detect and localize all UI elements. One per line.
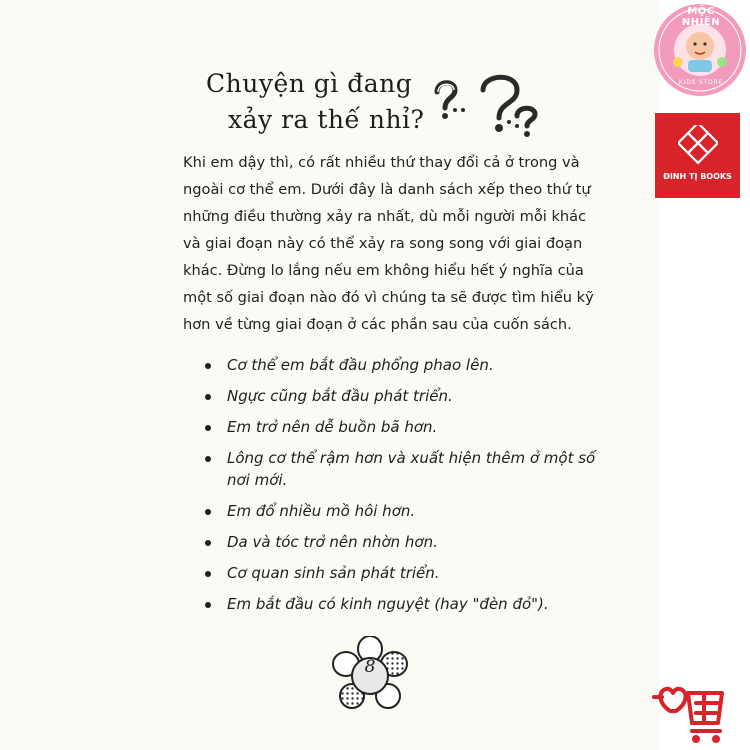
moc-nhien-name: MỘC NHIÊN <box>681 6 721 28</box>
list-item: Em trở nên dễ buồn bã hơn. <box>205 416 605 438</box>
list-item: Cơ thể em bắt đầu phổng phao lên. <box>205 354 605 376</box>
changes-list <box>205 354 605 624</box>
bullet-icon <box>205 509 211 515</box>
list-item: Da và tóc trở nên nhờn hơn. <box>205 531 605 553</box>
page-title <box>206 66 424 138</box>
intro-paragraph: Khi em dậy thì, có rất nhiều thứ thay đổi cả ở trong và ngoài cơ thể em. Dưới đây là danh sách xếp theo thứ tự những điều thường xảy ra nhất, dù mỗi người mỗi khác và giai đoạn này có thể xảy ra song song với giai đoạn khác. Đừng lo lắng nếu em không hiểu hết ý nghĩa của một số giai đoạn nào đó vì chúng ta sẽ được tìm hiểu kỹ hơn về từng giai đoạn ở các phần sau của cuốn sách. <box>183 154 594 333</box>
list-item: Em bắt đầu có kinh nguyệt (hay "đèn đỏ"). <box>205 593 605 615</box>
dinh-ti-name: ĐINH TỊ BOOKS <box>663 172 732 181</box>
title-line-1: Chuyện gì đang <box>206 69 413 98</box>
question-marks-icon <box>425 70 555 140</box>
list-item: Cơ quan sinh sản phát triển. <box>205 562 605 584</box>
title-line-2: xảy ra thế nhỉ? <box>228 105 425 134</box>
bullet-icon <box>205 363 211 369</box>
bullet-icon <box>205 540 211 546</box>
page-number: 8 <box>364 657 376 677</box>
moc-nhien-tagline: KIDS STORE <box>678 79 724 86</box>
list-item: Ngực cũng bắt đầu phát triển. <box>205 385 605 407</box>
bullet-icon <box>205 571 211 577</box>
diamond-icon <box>678 125 718 165</box>
heart-cart-icon <box>652 683 730 745</box>
bullet-icon <box>205 394 211 400</box>
bullet-icon <box>205 602 211 608</box>
bullet-icon <box>205 425 211 431</box>
bullet-icon <box>205 456 211 462</box>
list-item: Lông cơ thể rậm hơn và xuất hiện thêm ở một số nơi mới. <box>205 447 605 491</box>
list-item: Em đổ nhiều mồ hôi hơn. <box>205 500 605 522</box>
dinh-ti-logo <box>655 113 740 198</box>
